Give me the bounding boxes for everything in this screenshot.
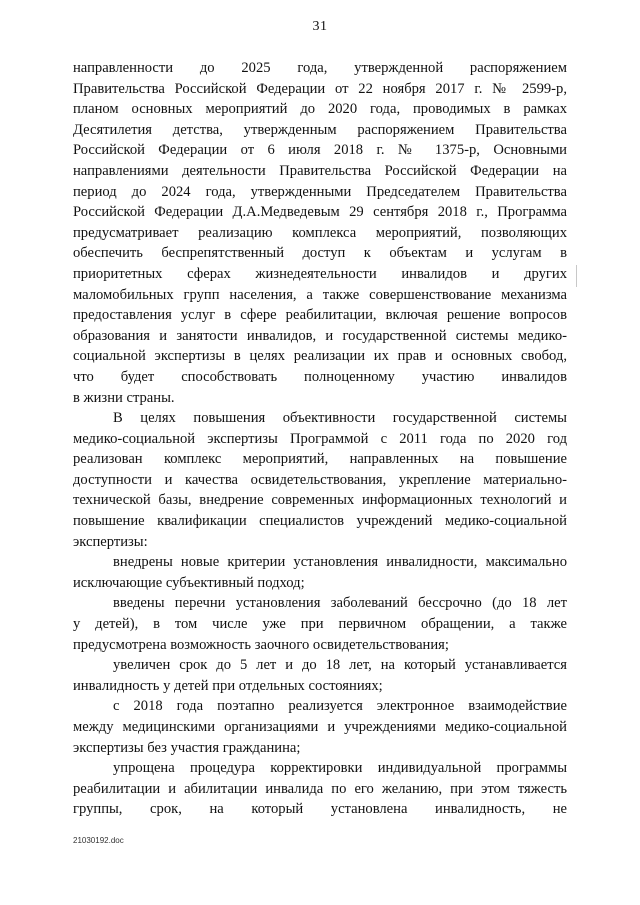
- text-line: период до 2024 года, утвержденными Председателем Правительства: [73, 183, 567, 200]
- page-number: 31: [312, 19, 328, 34]
- text-line: доступности и качества освидетельствования, укрепление материально-: [73, 471, 567, 488]
- text-line: предусматривает реализацию комплекса мероприятий, позволяющих: [73, 224, 567, 241]
- text-line: В целях повышения объективности государственной системы: [113, 410, 567, 427]
- text-line: предусмотрена возможность заочного освидетельствования;: [73, 636, 449, 653]
- text-line: Российской Федерации от 6 июля 2018 г. № 1375-р, Основными: [73, 142, 567, 159]
- text-line: медико-социальной экспертизы Программой с 2011 года по 2020 год: [73, 430, 567, 447]
- text-line: социальной экспертизы в целях реализации их прав и основных свобод,: [73, 348, 567, 365]
- margin-mark: [576, 265, 577, 287]
- text-line: направлениями деятельности Правительства Российской Федерации на: [73, 162, 567, 179]
- text-line: планом основных мероприятий до 2020 года, проводимых в рамках: [73, 101, 567, 118]
- text-line: исключающие субъективный подход;: [73, 574, 305, 591]
- document-body: [73, 58, 567, 820]
- text-line: Десятилетия детства, утвержденным распоряжением Правительства: [73, 121, 567, 138]
- text-line: экспертизы:: [73, 533, 148, 550]
- text-line: у детей), в том числе уже при первичном обращении, а также: [73, 616, 567, 633]
- text-line: что будет способствовать полноценному участию инвалидов: [73, 368, 567, 385]
- footer-filename: 21030192.doc: [73, 836, 124, 845]
- text-line: между медицинскими организациями и учреждениями медико-социальной: [73, 719, 567, 735]
- text-line: Российской Федерации Д.А.Медведевым 29 сентября 2018 г., Программа: [73, 204, 567, 221]
- text-line: введены перечни установления заболеваний бессрочно (до 18 лет: [113, 595, 567, 612]
- text-line: с 2018 года поэтапно реализуется электронное взаимодействие: [113, 698, 567, 715]
- text-line: приоритетных сферах жизнедеятельности инвалидов и других: [73, 265, 567, 282]
- text-line: технической базы, внедрение современных информационных технологий и: [73, 492, 567, 509]
- text-line: упрощена процедура корректировки индивидуальной программы: [113, 760, 567, 777]
- text-line: увеличен срок до 5 лет и до 18 лет, на который устанавливается: [113, 657, 567, 674]
- text-line: повышение квалификации специалистов учреждений медико-социальной: [73, 513, 567, 530]
- text-line: группы, срок, на который установлена инвалидность, не: [73, 801, 567, 818]
- text-line: инвалидность у детей при отдельных состояниях;: [73, 677, 383, 694]
- text-line: образования и занятости инвалидов, и государственной системы медико-: [73, 327, 567, 344]
- text-line: реализован комплекс мероприятий, направленных на повышение: [73, 451, 567, 468]
- text-line: обеспечить беспрепятственный доступ к объектам и услугам в: [73, 245, 567, 262]
- text-line: маломобильных групп населения, а также совершенствование механизма: [73, 286, 567, 303]
- text-line: Правительства Российской Федерации от 22 ноября 2017 г. № 2599-р,: [73, 80, 567, 97]
- text-line: в жизни страны.: [73, 389, 175, 406]
- text-line: внедрены новые критерии установления инвалидности, максимально: [113, 554, 567, 571]
- text-line: предоставления услуг в сфере реабилитации, включая решение вопросов: [73, 307, 567, 324]
- text-line: экспертизы без участия гражданина;: [73, 739, 301, 756]
- text-line: реабилитации и абилитации инвалида по его желанию, при этом тяжесть: [73, 780, 567, 797]
- text-line: направленности до 2025 года, утвержденной распоряжением: [73, 60, 567, 76]
